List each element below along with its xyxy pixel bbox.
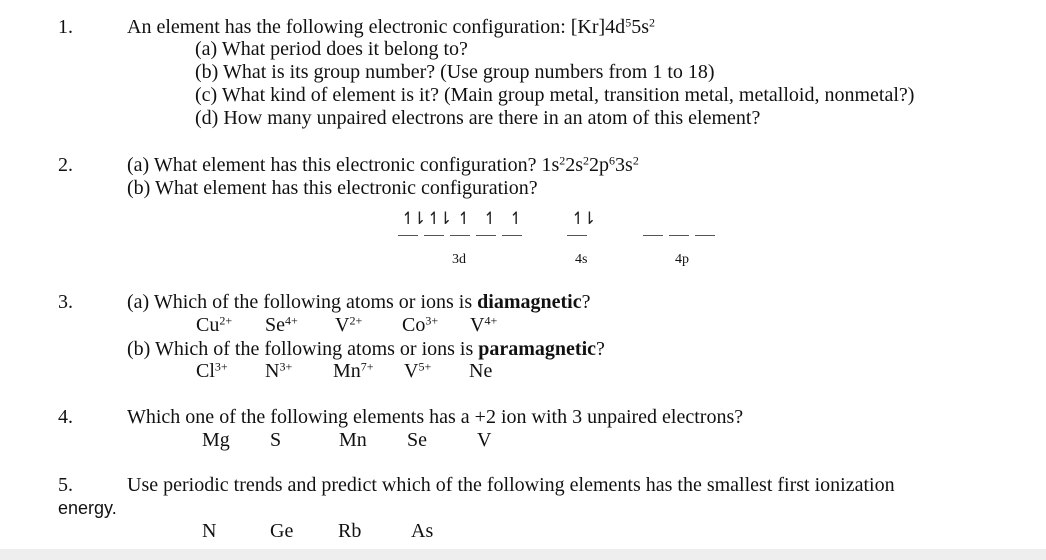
q2-cfg-term: 2p [589,154,610,176]
q2-cfg-sup: 2 [583,153,590,168]
q4-option: Mn [339,429,367,451]
orbital-label-3d: 3d [452,252,466,267]
ion-option [335,314,362,337]
q3-part-a [127,291,590,314]
ion-symbol: Cu [196,314,220,336]
orbital-3d-5-arrows: ↿ [509,209,521,229]
ion-charge: 2+ [349,313,363,328]
q1-part-a: (a) What period does it belong to? [195,38,468,60]
ion-option [265,314,298,337]
orbital-4s-line [567,235,587,236]
ion-symbol: Cl [196,360,215,382]
q4-text: Which one of the following elements has a +2 ion with 3 unpaired electrons? [127,406,744,428]
ion-option [402,314,438,337]
q5-text: Use periodic trends and predict which of the following elements has the smallest first ionization [127,474,895,496]
q3-part-a-text: (a) Which of the following atoms or ions is [127,291,478,313]
orbital-4s-arrows: ↿⇂ [571,209,594,229]
ion-option [196,360,228,383]
orbital-3d-2-arrows: ↿⇂ [427,209,450,229]
ion-option [333,360,374,383]
orbital-label-4p: 4p [675,252,689,267]
q1-stem-mid: 5s [631,16,649,38]
q1-part-d: (d) How many unpaired electrons are there in an atom of this element? [195,107,761,129]
orbital-3d-4-line [476,235,496,236]
ion-symbol: Co [402,314,426,336]
ion-charge: 3+ [279,359,293,374]
ion-option [470,314,497,337]
ion-charge: 2+ [219,313,233,328]
q2-part-a [127,154,639,177]
orbital-4p-1-line [643,235,663,236]
orbital-3d-1-line [398,235,418,236]
q1-stem-text: An element has the following electronic configuration: [Kr]4d [127,16,626,38]
q1-stem-sup1: 5 [625,15,632,30]
orbital-3d-3-line [450,235,470,236]
q4-option: V [477,429,492,451]
ion-symbol: Ne [469,360,493,382]
ion-symbol: N [265,360,280,382]
ion-charge: 4+ [285,313,298,328]
ion-symbol: V [335,314,350,336]
orbital-4p-3-line [695,235,715,236]
q5-option: Rb [338,520,362,542]
orbital-3d-4-arrows: ↿ [483,209,495,229]
q2-part-a-text: (a) What element has this electronic configuration? 1s [127,154,560,176]
orbital-3d-1-arrows: ↿⇂ [401,209,424,229]
q5-option: Ge [270,520,294,542]
orbital-3d-3-arrows: ↿ [457,209,469,229]
q2-number: 2. [58,154,73,176]
q3-part-b-text: (b) Which of the following atoms or ions is [127,338,479,360]
q2-cfg-sup: 6 [609,153,616,168]
q1-part-b: (b) What is its group number? (Use group numbers from 1 to 18) [195,61,715,83]
orbital-label-4s: 4s [575,252,588,267]
q3-part-a-end: ? [581,291,591,313]
q2-cfg-sup: 2 [632,153,639,168]
q5-option: N [202,520,217,542]
ion-symbol: V [470,314,485,336]
ion-symbol: Mn [333,360,361,382]
q5-number: 5. [58,474,73,496]
q3-number: 3. [58,291,73,313]
ion-charge: 7+ [360,359,374,374]
ion-option [196,314,232,337]
ion-symbol: Se [265,314,285,336]
q2-cfg-term: 3s [615,154,633,176]
q5-option: As [411,520,434,542]
q1-stem-sup2: 2 [648,15,655,30]
q4-option: Mg [202,429,230,451]
ion-option [265,360,292,383]
q4-option: S [270,429,282,451]
orbital-3d-2-line [424,235,444,236]
q2-part-b: (b) What element has this electronic configuration? [127,177,538,199]
q3-part-b-end: ? [596,338,605,360]
ion-charge: 3+ [425,313,439,328]
q3-part-a-keyword: diamagnetic [477,291,582,313]
q3-part-b-keyword: paramagnetic [478,338,597,360]
q1-number: 1. [58,16,73,38]
ion-charge: 5+ [418,359,432,374]
q1-part-c: (c) What kind of element is it? (Main group metal, transition metal, metalloid, nonmetal?) [195,84,915,106]
q2-cfg-sup: 2 [559,153,566,168]
q1-stem [127,16,655,39]
orbital-4p-2-line [669,235,689,236]
page-bottom-edge [0,549,1046,560]
q3-part-b [127,338,605,361]
ion-option [404,360,431,383]
q5-text-continued: energy. [58,498,117,518]
q4-option: Se [407,429,427,451]
q2-cfg-term: 2s [565,154,584,176]
ion-symbol: V [404,360,419,382]
ion-charge: 4+ [484,313,498,328]
ion-option [469,360,492,383]
ion-charge: 3+ [214,359,228,374]
q4-number: 4. [58,406,73,428]
orbital-3d-5-line [502,235,522,236]
